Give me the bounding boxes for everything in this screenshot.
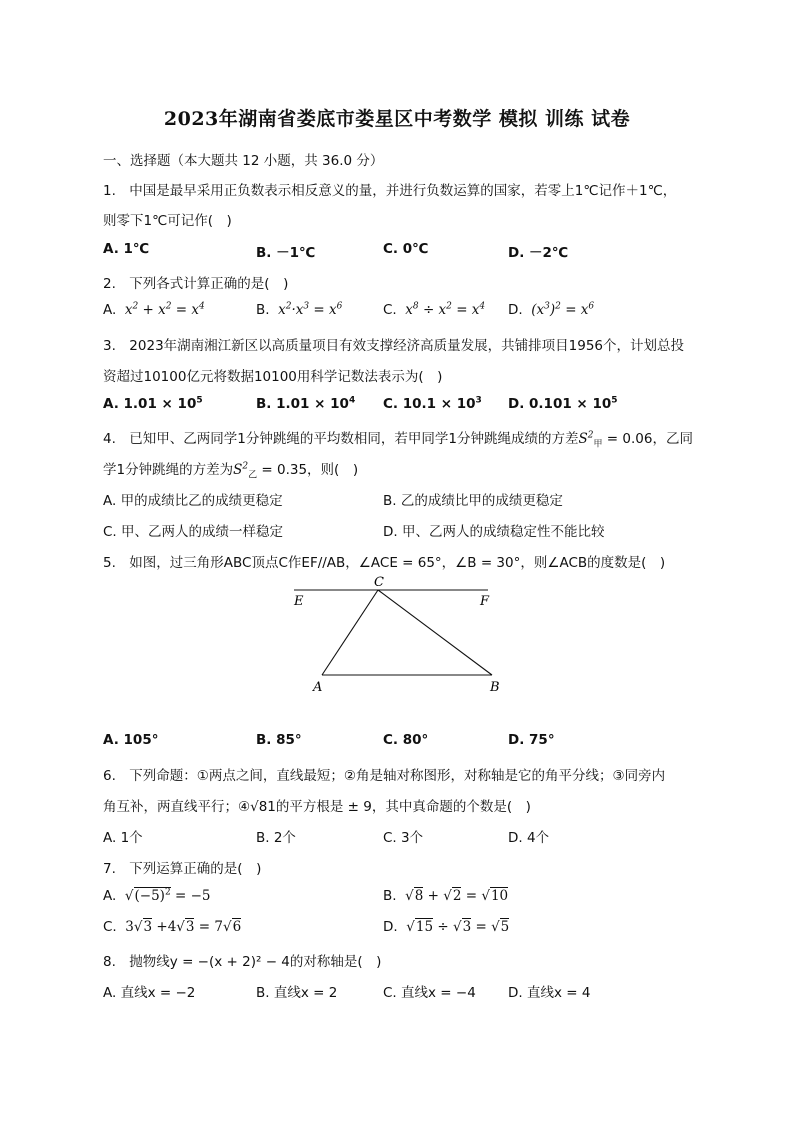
option-a: A. 直线x = −2 — [103, 985, 196, 1001]
question-3-text: 2023年湖南湘江新区以高质量项目有效支撑经济高质量发展，共铺排项目1956个，计划总投 — [129, 338, 685, 354]
question-4-text-cont: 学1分钟跳绳的方差为$S^2_乙 = 0.35$，则( ) — [103, 461, 359, 481]
option-b: B. －1℃ — [256, 245, 316, 261]
option-c: C. 甲、乙两人的成绩一样稳定 — [103, 524, 284, 540]
question-7: 7. 下列运算正确的是( ) — [103, 861, 262, 877]
option-a: A. $√(-5)^2 = -5$ — [103, 887, 211, 904]
label-a: A — [313, 680, 323, 695]
option-b: B. √8 + √2 = √10 — [383, 888, 509, 904]
option-d: D. 直线x = 4 — [508, 985, 591, 1001]
segment-cb — [378, 590, 492, 675]
question-6-text-cont: 角互补，两直线平行；④√81的平方根是 ± 9，其中真命题的个数是( ) — [103, 799, 531, 815]
option-b: B. 2个 — [256, 830, 296, 846]
question-6: 6. 下列命题：①两点之间，直线最短；②角是轴对称图形，对称轴是它的角平分线；③同旁内 — [103, 768, 666, 784]
option-b: B. 85° — [256, 732, 302, 748]
question-5-text: 如图，过三角形ABC顶点C作EF//AB，∠ACE = 65°，∠B = 30°，则∠ACB的度数是( ) — [129, 555, 666, 571]
segment-ca — [322, 590, 378, 675]
option-c: C. $10.1 \times 10^3$ — [383, 395, 482, 412]
question-7-text: 下列运算正确的是( ) — [129, 861, 262, 877]
option-a: A. 1℃ — [103, 241, 150, 257]
option-a: A. $1.01 \times 10^5$ — [103, 395, 203, 412]
label-b: B — [490, 680, 500, 695]
question-1-text-cont: 则零下1℃可记作( ) — [103, 213, 232, 229]
option-a: A. 1个 — [103, 830, 143, 846]
option-d: D. $(x^3)^2 = x^6$ — [508, 301, 595, 318]
option-d: D. －2℃ — [508, 245, 569, 261]
option-d: D. 甲、乙两人的成绩稳定性不能比较 — [383, 524, 605, 540]
option-b: B. $x^2\cdot x^3 = x^6$ — [256, 301, 343, 318]
page-title: 2023年湖南省娄底市娄星区中考数学 模拟 训练 试卷 — [163, 108, 631, 130]
option-a: A. 甲的成绩比乙的成绩更稳定 — [103, 493, 283, 509]
option-d: D. √15 ÷ √3 = √5 — [383, 919, 510, 935]
option-c: C. 3√3 +4√3 = 7√6 — [103, 919, 242, 935]
question-8: 8. 抛物线y = −(x + 2)² − 4的对称轴是( ) — [103, 954, 382, 970]
question-4: 4. 已知甲、乙两同学1分钟跳绳的平均数相同，若甲同学1分钟跳绳成绩的方差$S^2_甲 = 0.06$，乙同 — [103, 430, 693, 450]
question-1-text: 中国是最早采用正负数表示相反意义的量，并进行负数运算的国家，若零上1℃记作＋1℃， — [129, 183, 677, 199]
triangle-figure — [280, 572, 520, 697]
question-8-text: 抛物线y = −(x + 2)² − 4的对称轴是( ) — [129, 954, 382, 970]
question-2-text: 下列各式计算正确的是( ) — [129, 276, 289, 292]
option-c: C. 3个 — [383, 830, 424, 846]
question-6-text: 下列命题：①两点之间，直线最短；②角是轴对称图形，对称轴是它的角平分线；③同旁内 — [129, 768, 666, 784]
option-c: C. 直线x = −4 — [383, 985, 476, 1001]
question-1: 1. 中国是最早采用正负数表示相反意义的量，并进行负数运算的国家，若零上1℃记作＋1℃， — [103, 183, 677, 199]
option-d: D. $0.101 \times 10^5$ — [508, 395, 618, 412]
option-b: B. 直线x = 2 — [256, 985, 338, 1001]
question-3-text-cont: 资超过10100亿元将数据10100用科学记数法表示为( ) — [103, 369, 443, 385]
label-e: E — [294, 594, 304, 609]
option-b: B. $1.01 \times 10^4$ — [256, 395, 356, 412]
section-heading: 一、选择题（本大题共 12 小题，共 36.0 分） — [103, 153, 384, 169]
option-b: B. 乙的成绩比甲的成绩更稳定 — [383, 493, 563, 509]
option-c: C. $x^8 \div x^2 = x^4$ — [383, 301, 486, 318]
option-c: C. 80° — [383, 732, 429, 748]
option-c: C. 0℃ — [383, 241, 429, 257]
option-d: D. 75° — [508, 732, 555, 748]
question-2: 2. 下列各式计算正确的是( ) — [103, 276, 289, 292]
question-3: 3. 2023年湖南湘江新区以高质量项目有效支撑经济高质量发展，共铺排项目1956个，计划总投 — [103, 338, 685, 354]
label-c: C — [374, 575, 384, 590]
option-a: A. 105° — [103, 732, 159, 748]
question-5: 5. 如图，过三角形ABC顶点C作EF//AB，∠ACE = 65°，∠B = 30°，则∠ACB的度数是( ) — [103, 555, 666, 571]
option-d: D. 4个 — [508, 830, 550, 846]
label-f: F — [480, 594, 490, 609]
option-a: A. $x^2 + x^2 = x^4$ — [103, 301, 205, 318]
